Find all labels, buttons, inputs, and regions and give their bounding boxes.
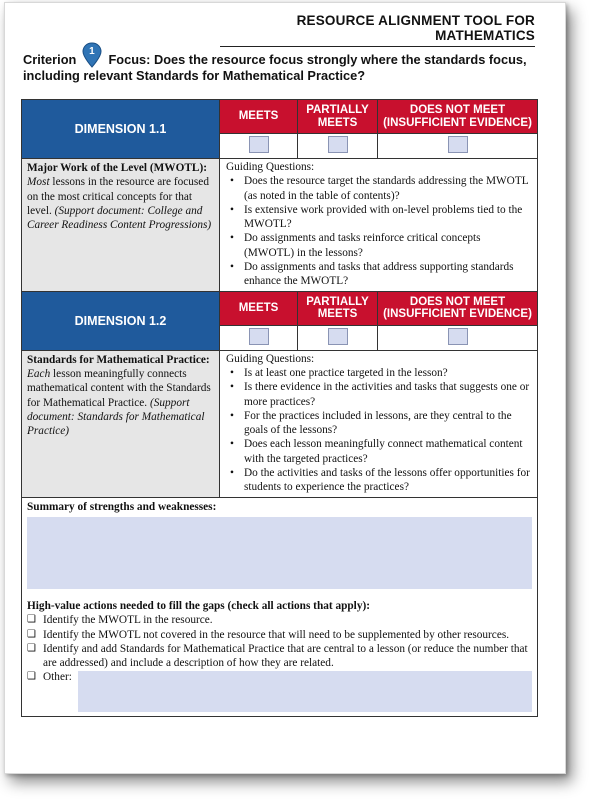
dimension-1-2-header-row	[22, 291, 538, 325]
criterion-focus: Focus: Does the resource focus strongly where the standards focus, including relevant Standards for Mathematical Practice?	[23, 52, 527, 83]
dim1-does-not-meet-checkbox[interactable]	[448, 136, 468, 153]
dim1-question: • Does the resource target the standards addressing the MWOTL (as noted in the table of contents)?	[226, 174, 531, 203]
dim2-question: • Do the activities and tasks of the lessons offer opportunities for students to experience the practices?	[226, 466, 531, 495]
other-label: Other:	[43, 671, 72, 684]
dim2-does-not-meet-checkbox[interactable]	[448, 328, 468, 345]
checkbox-icon[interactable]: ❑	[27, 671, 36, 683]
summary-title: Summary of strengths and weaknesses:	[27, 500, 217, 513]
dim2-question: • For the practices included in lessons, are they central to the goals of the lessons?	[226, 409, 531, 438]
summary-section	[22, 497, 538, 717]
checkbox-icon[interactable]: ❑	[27, 614, 36, 626]
dim1-question: • Do assignments and tasks reinforce critical concepts (MWOTL) in the lessons?	[226, 231, 531, 260]
criterion-heading	[23, 47, 543, 84]
checkbox-icon[interactable]: ❑	[27, 642, 36, 654]
rating-partially-meets: PARTIALLY MEETS	[298, 100, 378, 134]
rating-does-not-meet: DOES NOT MEET (INSUFFICIENT EVIDENCE)	[378, 100, 538, 134]
document-page	[4, 2, 566, 774]
page-header: RESOURCE ALIGNMENT TOOL FOR MATHEMATICS	[220, 13, 535, 47]
other-input[interactable]	[78, 671, 532, 712]
action-item-other[interactable]	[27, 670, 532, 712]
rating-meets: MEETS	[220, 291, 298, 325]
criterion-number-pin-icon	[82, 47, 102, 67]
summary-row	[22, 497, 538, 717]
action-item[interactable]: ❑ Identify and add Standards for Mathematical Practice that are central to a lesson (or reduce the number that are addressed) and include a description of how they are related.	[27, 642, 528, 670]
rating-does-not-meet: DOES NOT MEET (INSUFFICIENT EVIDENCE)	[378, 291, 538, 325]
criterion-number: 1	[89, 46, 95, 57]
checkbox-icon[interactable]: ❑	[27, 628, 36, 640]
dimension-1-2-content-row	[22, 350, 538, 497]
rating-partially-meets: PARTIALLY MEETS	[298, 291, 378, 325]
dim2-question: • Is there evidence in the activities and tasks that suggests one or more practices?	[226, 380, 531, 409]
dim1-meets-checkbox[interactable]	[249, 136, 269, 153]
rubric-table	[21, 99, 538, 717]
dim1-question: • Is extensive work provided with on-level problems tied to the MWOTL?	[226, 203, 531, 232]
actions-title: High-value actions needed to fill the gaps (check all actions that apply):	[27, 599, 370, 612]
dimension-1-1-header-row	[22, 100, 538, 134]
dim1-question: • Do assignments and tasks that address supporting standards enhance the MWOTL?	[226, 260, 531, 289]
dim2-guiding-questions	[220, 350, 538, 497]
dimension-1-1-title: DIMENSION 1.1	[22, 100, 220, 159]
dim2-partially-meets-checkbox[interactable]	[328, 328, 348, 345]
dim1-guiding-title: Guiding Questions:	[226, 161, 315, 173]
action-item[interactable]: ❑ Identify the MWOTL in the resource.	[27, 614, 213, 627]
dim1-partially-meets-checkbox[interactable]	[328, 136, 348, 153]
criterion-label: Criterion	[23, 52, 77, 67]
dim1-guiding-questions	[220, 159, 538, 292]
dim2-meets-checkbox[interactable]	[249, 328, 269, 345]
dim2-question: • Is at least one practice targeted in the lesson?	[226, 366, 531, 380]
action-item[interactable]: ❑ Identify the MWOTL not covered in the resource that will need to be supplemented by other resources.	[27, 628, 510, 641]
dim2-guiding-title: Guiding Questions:	[226, 352, 315, 365]
rating-meets: MEETS	[220, 100, 298, 134]
dimension-1-1-content-row	[22, 159, 538, 292]
dim1-description: Major Work of the Level (MWOTL): Most lessons in the resource are focused on the most critical concepts for that level. (Support document: College and Career Readiness Content Progressions)	[22, 159, 220, 292]
dim2-description: Standards for Mathematical Practice: Each lesson meaningfully connects mathematical content with the Standards for Mathematical Practice. (Support document: Standards for Mathematical Practice)	[22, 350, 220, 497]
dim2-question: • Does each lesson meaningfully connect mathematical content with the targeted practices?	[226, 437, 531, 466]
summary-input[interactable]	[27, 517, 532, 589]
dimension-1-2-title: DIMENSION 1.2	[22, 291, 220, 350]
